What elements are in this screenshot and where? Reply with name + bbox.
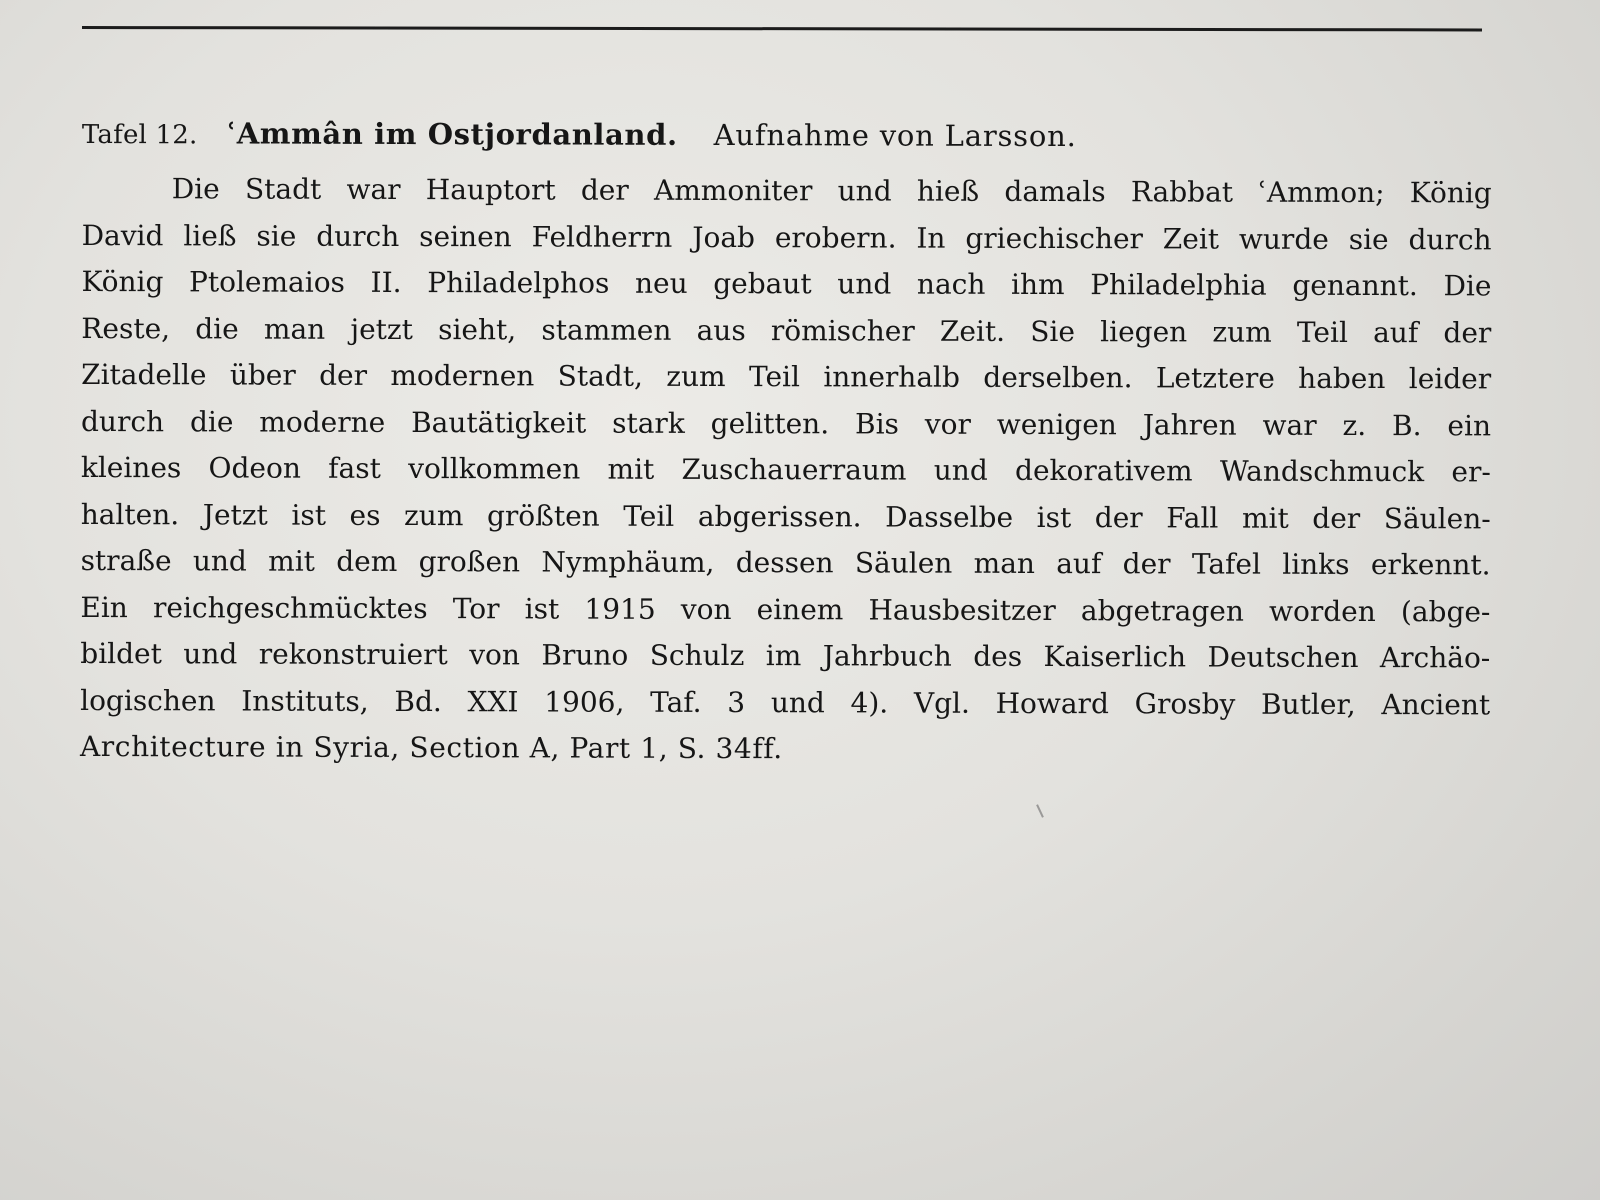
body-line: logischen Instituts, Bd. XXI 1906, Taf. 3 und 4). Vgl. Howard Grosby Butler, Ancient (80, 683, 1491, 721)
body-line: Reste, die man jetzt sieht, stammen aus römischer Zeit. Sie liegen zum Teil auf der (81, 311, 1492, 349)
body-line: David ließ sie durch seinen Feldherrn Joab erobern. In griechischer Zeit wurde sie durch (81, 218, 1492, 256)
body-line: König Ptolemaios II. Philadelphos neu gebaut und nach ihm Philadelphia genannt. Die (81, 264, 1492, 303)
top-rule (82, 26, 1482, 31)
plate-description (80, 113, 1492, 775)
body-line: Ein reichgeschmücktes Tor ist 1915 von einem Hausbesitzer abgetragen worden (abge- (80, 590, 1491, 628)
paper-speck (1036, 804, 1044, 818)
plate-heading (82, 113, 1492, 159)
plate-title: ʿAmmân im Ostjordanland. (225, 116, 678, 152)
body-line: Zitadelle über der modernen Stadt, zum Teil innerhalb derselben. Letztere haben leider (81, 357, 1492, 396)
photo-credit: Aufnahme von Larsson. (713, 117, 1077, 154)
body-line: straße und mit dem großen Nymphäum, dessen Säulen man auf der Tafel links erkennt. (80, 543, 1491, 582)
body-line: bildet und rekonstruiert von Bruno Schulz im Jahrbuch des Kaiserlich Deutschen Archäo- (80, 636, 1491, 675)
body-line: Die Stadt war Hauptort der Ammoniter und hieß damals Rabbat ʿAmmon; König (171, 172, 1492, 210)
body-line: durch die moderne Bautätigkeit stark gelitten. Bis vor wenigen Jahren war z. B. ein (80, 404, 1492, 442)
body-paragraph (80, 166, 1492, 775)
body-line: halten. Jetzt ist es zum größten Teil abgerissen. Dasselbe ist der Fall mit der Säulen- (80, 497, 1491, 535)
plate-number: Tafel 12. (81, 119, 198, 151)
body-line: Architecture in Syria, Section A, Part 1, S. 34ff. (79, 729, 783, 766)
body-line: kleines Odeon fast vollkommen mit Zuschauerraum und dekorativem Wandschmuck er- (80, 450, 1491, 489)
